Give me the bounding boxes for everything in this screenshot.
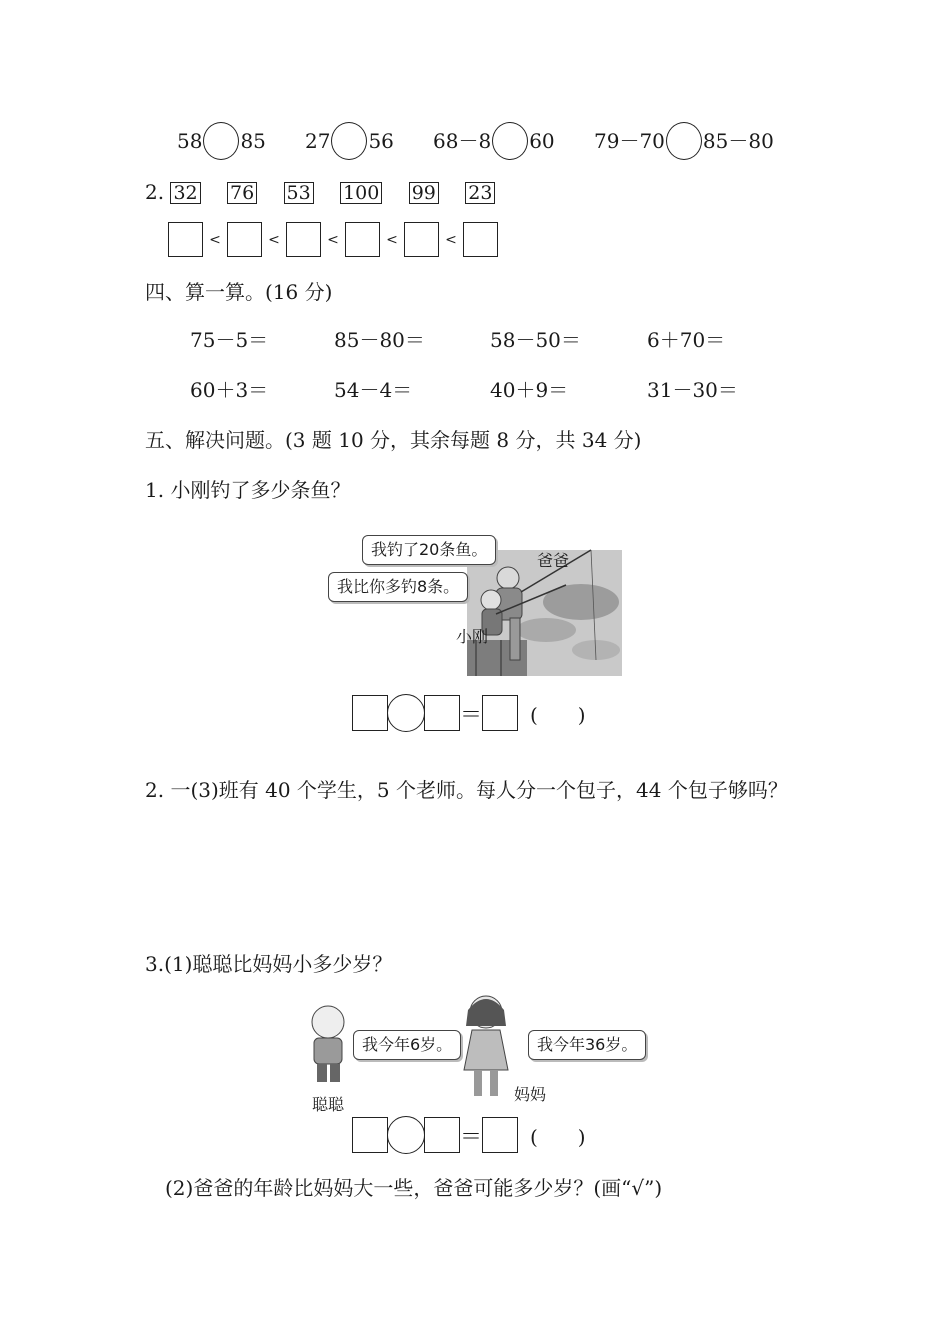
- age-illustration: [300, 990, 645, 1114]
- compare-right: 85－80: [702, 129, 774, 153]
- compare-circle[interactable]: [203, 122, 239, 160]
- child-speech-bubble: 我今年6岁。: [353, 1030, 461, 1060]
- calc-item: 54－4＝: [334, 378, 413, 402]
- compare-left: 68－8: [433, 129, 492, 153]
- q2-number-row: [145, 180, 515, 204]
- calc-item: 85－80＝: [334, 328, 425, 352]
- answer-box[interactable]: [424, 695, 460, 731]
- compare-left: 27: [305, 129, 331, 153]
- compare-right: 85: [240, 129, 266, 153]
- equals-sign: ＝: [460, 1124, 483, 1150]
- problem-1-question: 1. 小刚钓了多少条鱼？: [145, 478, 351, 502]
- calc-item: 31－30＝: [647, 378, 738, 402]
- unit-paren[interactable]: ( ): [530, 702, 586, 727]
- answer-box[interactable]: [286, 222, 321, 257]
- answer-box[interactable]: [463, 222, 498, 257]
- compare-right: 60: [529, 129, 555, 153]
- less-than-sign: <: [268, 231, 280, 248]
- answer-box[interactable]: [168, 222, 203, 257]
- answer-box[interactable]: [482, 1117, 518, 1153]
- number-box: 53: [284, 182, 314, 204]
- number-box: 23: [465, 182, 495, 204]
- answer-box[interactable]: [227, 222, 262, 257]
- answer-box[interactable]: [482, 695, 518, 731]
- ordering-row: [168, 222, 498, 257]
- compare-left: 79－70: [594, 129, 665, 153]
- problem-3-question: 3.(1)聪聪比妈妈小多少岁？: [145, 952, 393, 976]
- answer-box[interactable]: [424, 1117, 460, 1153]
- compare-item-3: [433, 122, 555, 160]
- child-label: 聪聪: [312, 1095, 345, 1114]
- dad-speech-bubble: 我钓了20条鱼。: [362, 535, 496, 565]
- calc-item: 40＋9＝: [490, 378, 569, 402]
- answer-box[interactable]: [345, 222, 380, 257]
- less-than-sign: <: [445, 231, 457, 248]
- unit-paren[interactable]: ( ): [530, 1124, 586, 1149]
- answer-box[interactable]: [352, 1117, 388, 1153]
- answer-box[interactable]: [404, 222, 439, 257]
- q2-label: 2.: [145, 180, 165, 204]
- operator-circle[interactable]: [387, 694, 425, 732]
- less-than-sign: <: [386, 231, 398, 248]
- mom-speech-bubble: 我今年36岁。: [528, 1030, 646, 1060]
- answer-box[interactable]: [352, 695, 388, 731]
- calc-item: 6＋70＝: [647, 328, 726, 352]
- section-4-title: 四、算一算。(16 分): [145, 280, 333, 304]
- compare-circle[interactable]: [666, 122, 702, 160]
- fishing-illustration: [326, 530, 626, 678]
- less-than-sign: <: [327, 231, 339, 248]
- dad-label: 爸爸: [537, 551, 570, 570]
- number-box: 99: [409, 182, 439, 204]
- problem-2-question: 2. 一(3)班有 40 个学生，5 个老师。每人分一个包子，44 个包子够吗？: [145, 778, 788, 802]
- compare-circle[interactable]: [331, 122, 367, 160]
- calc-item: 58－50＝: [490, 328, 581, 352]
- son-label: 小刚: [456, 627, 489, 646]
- compare-circle[interactable]: [492, 122, 528, 160]
- equation-row-2: [352, 1116, 586, 1154]
- number-box: 32: [170, 182, 200, 204]
- compare-right: 56: [368, 129, 394, 153]
- less-than-sign: <: [209, 231, 221, 248]
- equation-row-1: [352, 694, 586, 732]
- compare-item-4: [594, 122, 774, 160]
- number-box: 76: [227, 182, 257, 204]
- calc-item: 60＋3＝: [190, 378, 269, 402]
- problem-3-sub2: (2)爸爸的年龄比妈妈大一些，爸爸可能多少岁？(画“√”): [165, 1176, 663, 1200]
- calc-item: 75－5＝: [190, 328, 269, 352]
- son-speech-bubble: 我比你多钓8条。: [328, 572, 468, 602]
- compare-item-2: [305, 122, 394, 160]
- compare-item-1: [177, 122, 266, 160]
- compare-left: 58: [177, 129, 203, 153]
- operator-circle[interactable]: [387, 1116, 425, 1154]
- equals-sign: ＝: [460, 702, 483, 728]
- mom-label: 妈妈: [514, 1085, 547, 1104]
- section-5-title: 五、解决问题。(3 题 10 分，其余每题 8 分，共 34 分): [145, 428, 642, 452]
- number-box: 100: [340, 182, 382, 204]
